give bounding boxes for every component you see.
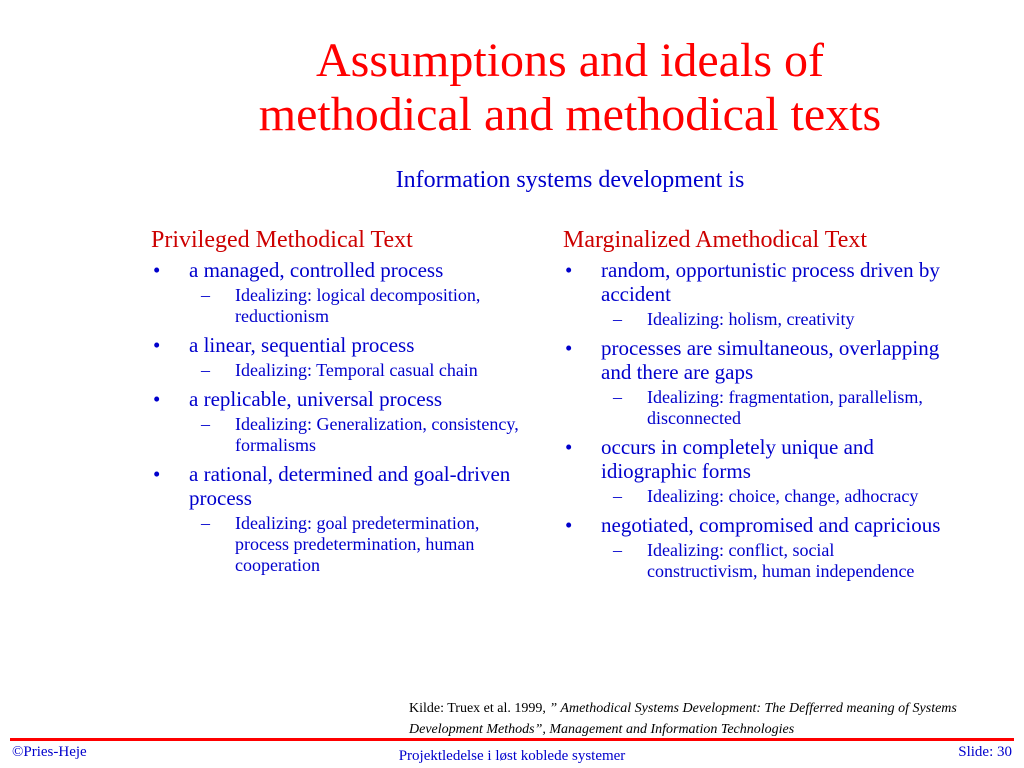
sub-item: [601, 540, 943, 582]
footer-course-title: Projektledelse i løst koblede systemer: [398, 748, 626, 764]
privileged-column: [151, 226, 531, 582]
dash-icon: –: [201, 360, 210, 380]
slide-number: Slide: 30: [958, 744, 1012, 760]
bullet-icon: •: [153, 258, 161, 282]
dash-icon: –: [613, 486, 622, 506]
sub-item-text: Idealizing: Temporal casual chain: [235, 360, 478, 380]
sub-item-text: Idealizing: conflict, social constructivism, human independence: [647, 540, 915, 581]
footer-divider: [10, 738, 1014, 741]
slide-title-line-2: methodical and methodical texts: [258, 88, 882, 141]
dash-icon: –: [201, 414, 210, 434]
sub-item-text: Idealizing: holism, creativity: [647, 309, 855, 329]
sub-item-text: Idealizing: goal predetermination, process predetermination, human cooperation: [235, 513, 480, 575]
list-item-text: random, opportunistic process driven by accident: [601, 258, 940, 306]
slide-subtitle: Information systems development is: [395, 167, 745, 193]
list-item: [563, 435, 943, 507]
privileged-list: [151, 258, 531, 576]
list-item-text: a rational, determined and goal-driven process: [189, 462, 511, 510]
list-item-text: negotiated, compromised and capricious: [601, 513, 941, 537]
sub-item-text: Idealizing: choice, change, adhocracy: [647, 486, 919, 506]
sub-item: [601, 486, 943, 507]
sub-item: [601, 387, 943, 429]
list-item-text: a linear, sequential process: [189, 333, 415, 357]
marginalized-heading: Marginalized Amethodical Text: [563, 227, 868, 253]
dash-icon: –: [613, 540, 622, 560]
sub-item: [189, 414, 531, 456]
list-item: [563, 513, 943, 582]
dash-icon: –: [613, 309, 622, 329]
list-item-text: occurs in completely unique and idiographic forms: [601, 435, 874, 483]
bullet-icon: •: [565, 435, 573, 459]
sub-item: [601, 309, 943, 330]
dash-icon: –: [201, 285, 210, 305]
source-title: ” Amethodical Systems Development: The Defferred meaning of Systems Development Methods”, Management and Information Technologies: [409, 701, 957, 737]
sub-item: [189, 285, 531, 327]
dash-icon: –: [201, 513, 210, 533]
bullet-icon: •: [153, 387, 161, 411]
list-item-text: a managed, controlled process: [189, 258, 444, 282]
list-item: [151, 387, 531, 456]
list-item: [563, 258, 943, 330]
bullet-icon: •: [153, 333, 161, 357]
marginalized-list: [563, 258, 943, 582]
list-item: [563, 336, 943, 429]
bullet-icon: •: [565, 258, 573, 282]
slide-title: [150, 34, 990, 142]
sub-item-text: Idealizing: Generalization, consistency, formalisms: [235, 414, 519, 455]
bullet-icon: •: [565, 513, 573, 537]
list-item-text: processes are simultaneous, overlapping and there are gaps: [601, 336, 940, 384]
list-item: [151, 333, 531, 381]
list-item: [151, 462, 531, 576]
slide-title-line-1: Assumptions and ideals of: [316, 34, 824, 87]
source-citation: [409, 698, 1009, 740]
privileged-heading: Privileged Methodical Text: [151, 227, 413, 253]
sub-item-text: Idealizing: logical decomposition, reductionism: [235, 285, 481, 326]
list-item: [151, 258, 531, 327]
footer-copyright: ©Pries-Heje: [12, 744, 87, 760]
sub-item: [189, 360, 531, 381]
bullet-icon: •: [153, 462, 161, 486]
source-prefix: Kilde: Truex et al. 1999,: [409, 701, 550, 716]
bullet-icon: •: [565, 336, 573, 360]
dash-icon: –: [613, 387, 622, 407]
sub-item: [189, 513, 531, 576]
sub-item-text: Idealizing: fragmentation, parallelism, disconnected: [647, 387, 923, 428]
marginalized-column: [563, 226, 943, 588]
list-item-text: a replicable, universal process: [189, 387, 443, 411]
